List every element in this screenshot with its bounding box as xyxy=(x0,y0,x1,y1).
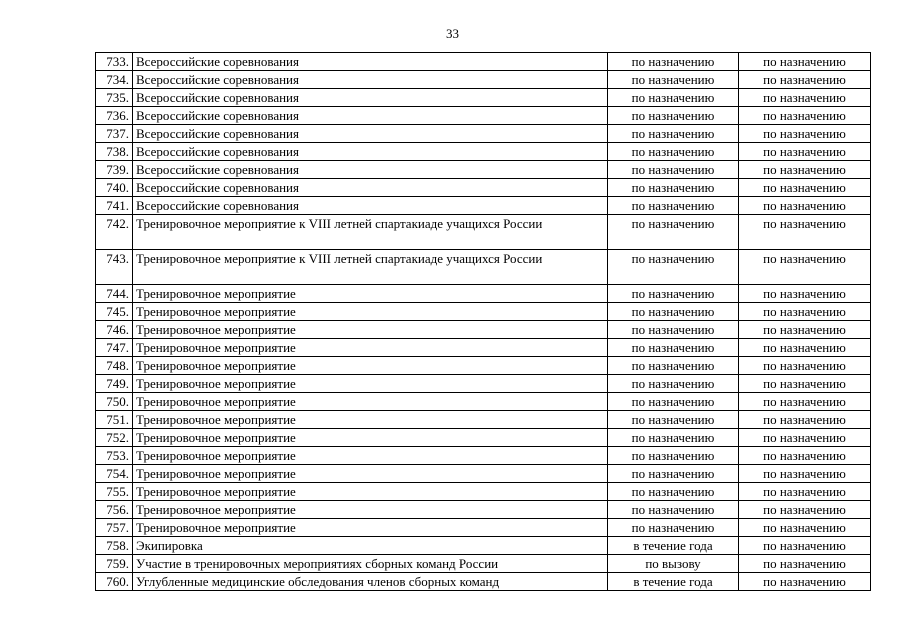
event-date: по назначению xyxy=(608,215,739,250)
event-name: Тренировочное мероприятие xyxy=(133,465,608,483)
event-date: по назначению xyxy=(608,197,739,215)
table-row xyxy=(96,447,871,465)
page-number: 33 xyxy=(446,26,459,41)
event-place: по назначению xyxy=(739,519,871,537)
event-date: по назначению xyxy=(608,411,739,429)
event-name: Тренировочное мероприятие xyxy=(133,501,608,519)
table-row xyxy=(96,161,871,179)
table-row xyxy=(96,339,871,357)
event-name: Всероссийские соревнования xyxy=(133,161,608,179)
row-number: 739. xyxy=(96,161,133,179)
row-number: 743. xyxy=(96,250,133,285)
event-date: по назначению xyxy=(608,393,739,411)
event-place: по назначению xyxy=(739,53,871,71)
row-number: 733. xyxy=(96,53,133,71)
row-number: 757. xyxy=(96,519,133,537)
table-row xyxy=(96,303,871,321)
event-place: по назначению xyxy=(739,573,871,591)
table-row xyxy=(96,483,871,501)
event-date: по назначению xyxy=(608,339,739,357)
event-date: по назначению xyxy=(608,143,739,161)
row-number: 752. xyxy=(96,429,133,447)
event-place: по назначению xyxy=(739,107,871,125)
event-place: по назначению xyxy=(739,411,871,429)
event-place: по назначению xyxy=(739,393,871,411)
row-number: 747. xyxy=(96,339,133,357)
table-row xyxy=(96,89,871,107)
event-place: по назначению xyxy=(739,555,871,573)
event-name: Тренировочное мероприятие xyxy=(133,303,608,321)
event-name: Углубленные медицинские обследования членов сборных команд xyxy=(133,573,608,591)
event-name: Участие в тренировочных мероприятиях сборных команд России xyxy=(133,555,608,573)
event-date: по назначению xyxy=(608,107,739,125)
event-place: по назначению xyxy=(739,465,871,483)
table-row xyxy=(96,143,871,161)
table-row xyxy=(96,215,871,250)
table-row xyxy=(96,393,871,411)
row-number: 755. xyxy=(96,483,133,501)
table-row xyxy=(96,285,871,303)
row-number: 753. xyxy=(96,447,133,465)
event-place: по назначению xyxy=(739,429,871,447)
row-number: 736. xyxy=(96,107,133,125)
event-date: в течение года xyxy=(608,573,739,591)
event-date: по назначению xyxy=(608,357,739,375)
event-date: по назначению xyxy=(608,71,739,89)
row-number: 742. xyxy=(96,215,133,250)
event-place: по назначению xyxy=(739,447,871,465)
event-date: по назначению xyxy=(608,321,739,339)
table-row xyxy=(96,375,871,393)
event-place: по назначению xyxy=(739,375,871,393)
event-name: Тренировочное мероприятие xyxy=(133,483,608,501)
event-name: Тренировочное мероприятие xyxy=(133,411,608,429)
event-name: Тренировочное мероприятие xyxy=(133,393,608,411)
row-number: 735. xyxy=(96,89,133,107)
event-place: по назначению xyxy=(739,215,871,250)
event-date: по назначению xyxy=(608,89,739,107)
event-place: по назначению xyxy=(739,71,871,89)
table-row xyxy=(96,519,871,537)
event-name: Всероссийские соревнования xyxy=(133,179,608,197)
table-row xyxy=(96,501,871,519)
event-name: Всероссийские соревнования xyxy=(133,197,608,215)
event-date: по вызову xyxy=(608,555,739,573)
table-row xyxy=(96,429,871,447)
row-number: 756. xyxy=(96,501,133,519)
event-date: по назначению xyxy=(608,303,739,321)
event-place: по назначению xyxy=(739,357,871,375)
event-place: по назначению xyxy=(739,161,871,179)
event-date: по назначению xyxy=(608,285,739,303)
event-date: по назначению xyxy=(608,375,739,393)
event-place: по назначению xyxy=(739,197,871,215)
event-name: Тренировочное мероприятие xyxy=(133,321,608,339)
table-body xyxy=(96,53,871,591)
event-name: Экипировка xyxy=(133,537,608,555)
event-place: по назначению xyxy=(739,339,871,357)
event-date: по назначению xyxy=(608,161,739,179)
event-name: Тренировочное мероприятие xyxy=(133,429,608,447)
table-row xyxy=(96,411,871,429)
event-name: Тренировочное мероприятие xyxy=(133,519,608,537)
event-date: по назначению xyxy=(608,125,739,143)
table-row xyxy=(96,107,871,125)
event-date: по назначению xyxy=(608,429,739,447)
event-date: по назначению xyxy=(608,179,739,197)
event-date: по назначению xyxy=(608,250,739,285)
row-number: 741. xyxy=(96,197,133,215)
event-place: по назначению xyxy=(739,125,871,143)
row-number: 760. xyxy=(96,573,133,591)
event-name: Всероссийские соревнования xyxy=(133,143,608,161)
event-name: Всероссийские соревнования xyxy=(133,89,608,107)
event-date: по назначению xyxy=(608,519,739,537)
row-number: 740. xyxy=(96,179,133,197)
event-place: по назначению xyxy=(739,143,871,161)
event-place: по назначению xyxy=(739,179,871,197)
event-name: Тренировочное мероприятие к VIII летней спартакиаде учащихся России xyxy=(133,250,608,285)
event-place: по назначению xyxy=(739,89,871,107)
event-name: Тренировочное мероприятие xyxy=(133,375,608,393)
row-number: 744. xyxy=(96,285,133,303)
event-name: Тренировочное мероприятие xyxy=(133,339,608,357)
event-date: по назначению xyxy=(608,53,739,71)
row-number: 758. xyxy=(96,537,133,555)
table-row xyxy=(96,71,871,89)
events-table xyxy=(95,52,871,591)
row-number: 745. xyxy=(96,303,133,321)
table-row xyxy=(96,197,871,215)
event-name: Тренировочное мероприятие xyxy=(133,357,608,375)
table-row xyxy=(96,537,871,555)
table-row xyxy=(96,465,871,483)
row-number: 746. xyxy=(96,321,133,339)
event-date: по назначению xyxy=(608,465,739,483)
event-name: Тренировочное мероприятие xyxy=(133,447,608,465)
event-place: по назначению xyxy=(739,285,871,303)
row-number: 750. xyxy=(96,393,133,411)
event-place: по назначению xyxy=(739,303,871,321)
event-place: по назначению xyxy=(739,501,871,519)
table-row xyxy=(96,555,871,573)
event-date: по назначению xyxy=(608,483,739,501)
event-name: Всероссийские соревнования xyxy=(133,71,608,89)
row-number: 751. xyxy=(96,411,133,429)
event-place: по назначению xyxy=(739,483,871,501)
event-date: по назначению xyxy=(608,501,739,519)
event-name: Тренировочное мероприятие xyxy=(133,285,608,303)
table-row xyxy=(96,321,871,339)
row-number: 734. xyxy=(96,71,133,89)
table-row xyxy=(96,53,871,71)
event-date: по назначению xyxy=(608,447,739,465)
event-name: Тренировочное мероприятие к VIII летней спартакиаде учащихся России xyxy=(133,215,608,250)
table-row xyxy=(96,125,871,143)
row-number: 748. xyxy=(96,357,133,375)
table-row xyxy=(96,179,871,197)
table-row xyxy=(96,357,871,375)
event-place: по назначению xyxy=(739,537,871,555)
event-name: Всероссийские соревнования xyxy=(133,107,608,125)
row-number: 754. xyxy=(96,465,133,483)
event-place: по назначению xyxy=(739,250,871,285)
event-name: Всероссийские соревнования xyxy=(133,125,608,143)
event-name: Всероссийские соревнования xyxy=(133,53,608,71)
row-number: 759. xyxy=(96,555,133,573)
event-place: по назначению xyxy=(739,321,871,339)
table-row xyxy=(96,250,871,285)
row-number: 749. xyxy=(96,375,133,393)
table-row xyxy=(96,573,871,591)
row-number: 738. xyxy=(96,143,133,161)
event-date: в течение года xyxy=(608,537,739,555)
row-number: 737. xyxy=(96,125,133,143)
